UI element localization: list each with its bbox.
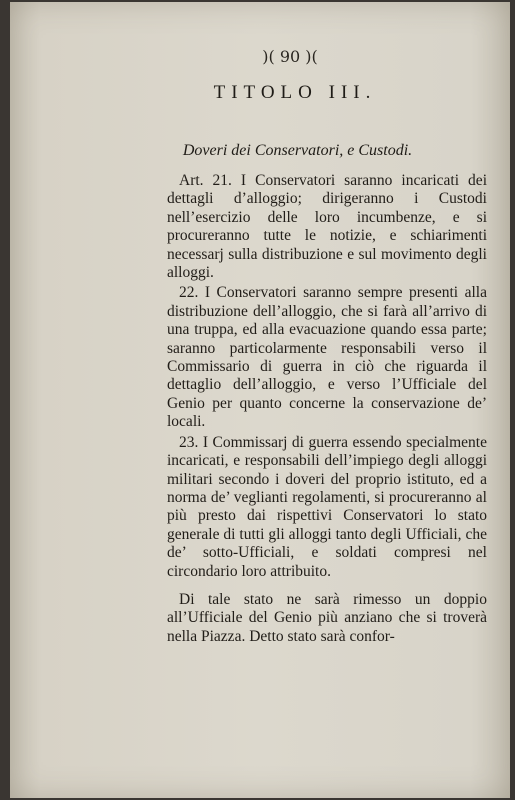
page-number: )( 90 )( [262,47,318,66]
book-page [10,2,510,798]
section-title: TITOLO III. [213,82,377,103]
paragraph-art-22: 22. I Conservatori saranno sempre presenti alla distribuzione dell’alloggio, che si farà all’arrivo di una truppa, ed alla evacuazione quando essa parte; saranno particolarmente responsabili verso il Commissario di guerra in ciò che riguarda il dettaglio dell’alloggio, e verso l’Ufficiale del Genio per quanto concerne la conservazione de’ locali. [167,284,487,431]
paragraph-art-21: Art. 21. I Conservatori saranno incaricati dei dettagli d’alloggio; dirigeranno i Custodi nell’esercizio delle loro incumbenze, e si procureranno tutte le notizie, e schiarimenti necessarj sulla distribuzione e sul movimento degli alloggi. [167,172,487,282]
paragraph-continuation: Di tale stato ne sarà rimesso un doppio all’Ufficiale del Genio più anziano che si troverà nella Piazza. Detto stato sarà confor- [167,590,487,645]
paragraph-art-23: 23. I Commissarj di guerra essendo specialmente incaricati, e responsabili dell’impiego degli alloggi militari secondo i doveri del proprio istituto, ed a norma de’ veglianti regolamenti, si procureranno al più presto dai rispettivi Conservatori lo stato generale di tutti gli alloggi tanto degli Ufficiali, che de’ sotto-Ufficiali, e soldati compresi nel circondario loro attribuito. [167,433,487,580]
body-text [167,172,487,648]
section-subtitle: Doveri dei Conservatori, e Custodi. [182,142,413,159]
